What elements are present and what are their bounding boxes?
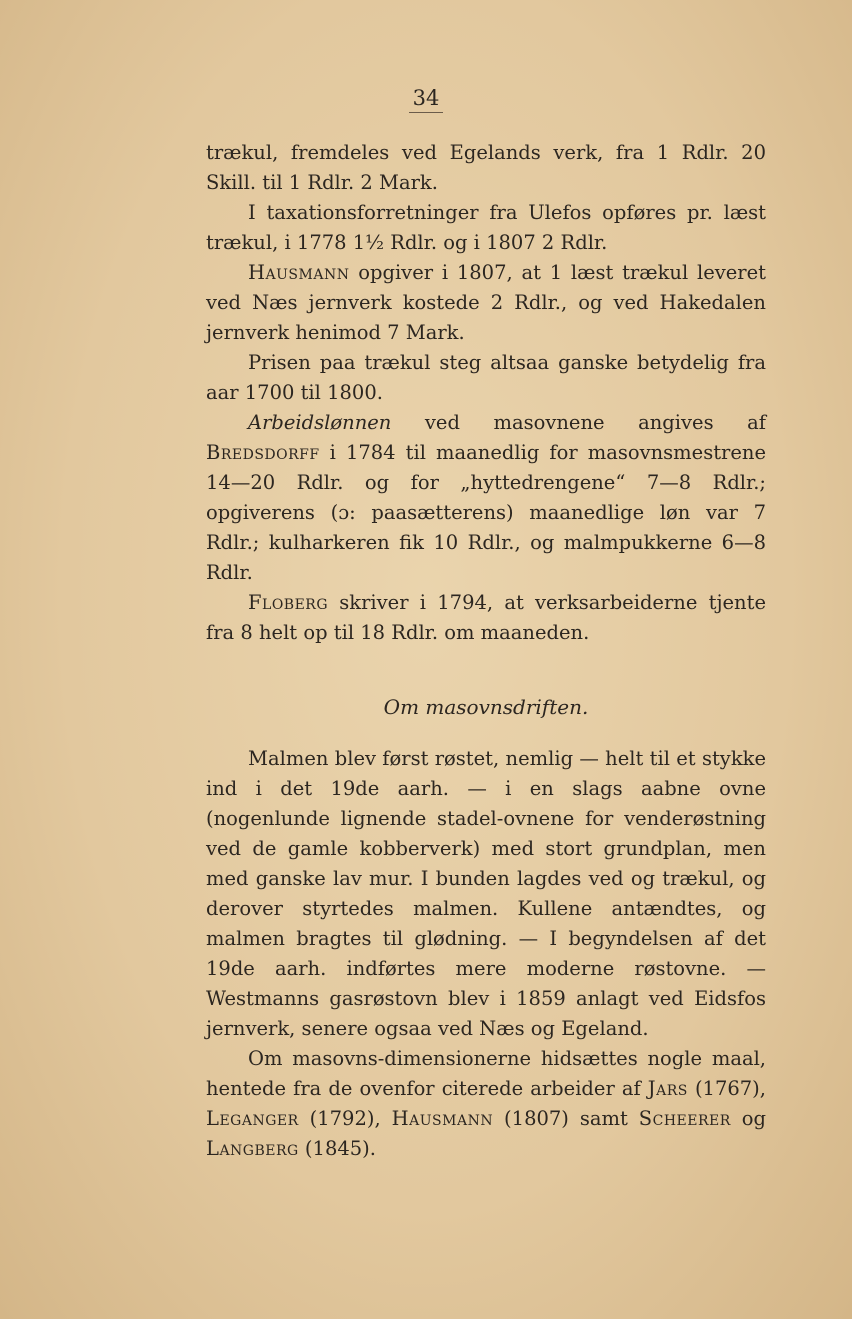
emphasized-term: Arbeidslønnen [248,411,392,434]
paragraph-6: Floberg skriver i 1794, at verksarbeiderne tjente fra 8 helt op til 18 Rdlr. om maaneden. [206,591,766,644]
author-name: Leganger [206,1107,299,1130]
author-name: Jars [647,1077,688,1100]
paragraph-7: Malmen blev først røstet, nemlig — helt til et stykke ind i det 19de aarh. — i en slags aabne ovne (nogenlunde lignende stadel-ovnene for venderøstning ved de gamle kobberverk) med stort grundplan, men med ganske lav mur. I bunden lagdes ved og trækul, og derover styrtedes malmen. Kullene antændtes, og malmen bragtes til glødning. — I begyndelsen af det 19de aarh. indførtes mere moderne røstovne. — Westmanns gasrøstovn blev i 1859 anlagt ved Eidsfos jernverk, senere ogsaa ved Næs og Egeland. [206,747,766,1040]
author-name: Scheerer [638,1107,731,1130]
paragraph-2: I taxationsforretninger fra Ulefos opføres pr. læst trækul, i 1778 1½ Rdlr. og i 1807 2 Rdlr. [206,201,766,254]
paragraph-1: trækul, fremdeles ved Egelands verk, fra 1 Rdlr. 20 Skill. til 1 Rdlr. 2 Mark. [206,141,766,194]
paragraph-8: Om masovns-dimensionerne hidsættes nogle maal, hentede fra de ovenfor citerede arbeider af Jars (1767), Leganger (1792), Hausmann (1807) samt Scheerer og Langberg (1845). [206,1047,766,1160]
page-number: 34 [0,86,852,110]
author-name: Bredsdorff [206,441,320,464]
page-body [206,138,766,1164]
paragraph-4: Prisen paa trækul steg altsaa ganske betydelig fra aar 1700 til 1800. [206,351,766,404]
paragraph-5: Arbeidslønnen ved masovnene angives af Bredsdorff i 1784 til maanedlig for masovnsmestrene 14—20 Rdlr. og for „hyttedrengene“ 7—8 Rdlr.; opgiverens (ɔ: paasætterens) maanedlige løn var 7 Rdlr.; kulharkeren fik 10 Rdlr., og malmpukkerne 6—8 Rdlr. [206,411,766,584]
author-name: Hausmann [248,261,350,284]
section-heading: Om masovnsdriften. [383,695,589,719]
paragraph-3: Hausmann opgiver i 1807, at 1 læst trækul leveret ved Næs jernverk kostede 2 Rdlr., og ved Hakedalen jernverk henimod 7 Mark. [206,261,766,344]
author-name: Langberg [206,1137,299,1160]
author-name: Hausmann [391,1107,494,1130]
author-name: Floberg [248,591,329,614]
